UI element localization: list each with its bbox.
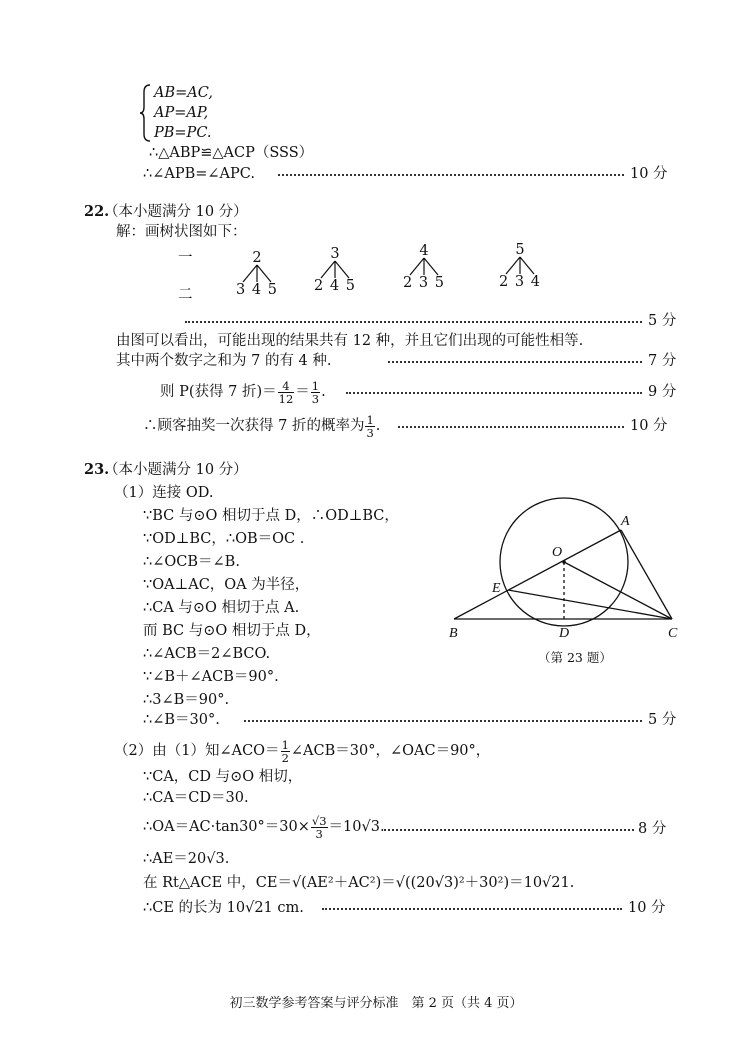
- part2-text: ∴OA＝AC·tan30°＝30×: [143, 819, 310, 835]
- score-label: 10 分: [630, 418, 668, 434]
- question-22-intro: 解：画树状图如下：: [116, 224, 247, 240]
- q23-part1-line: ∴3∠B＝90°.: [143, 692, 230, 708]
- score-label: 10 分: [628, 900, 666, 916]
- period: .: [375, 418, 381, 434]
- tree-diagram-2: [312, 246, 358, 298]
- q23-part2-line-6: 在 Rt△ACE 中，CE＝√(AE²＋AC²)＝√((20√3)²＋30²)＝10√21.: [143, 875, 575, 891]
- point-o: [562, 560, 566, 564]
- system-brace: [140, 84, 152, 142]
- denominator: 12: [278, 391, 294, 406]
- tree-diagram-1: [234, 250, 280, 302]
- tree-diagram-3: [401, 243, 447, 295]
- q23-part1-line: ∵OA⊥AC，OA 为半径，: [143, 577, 310, 593]
- fraction-1-2: [281, 739, 290, 764]
- q23-part1-line: ∵BC 与⊙O 相切于点 D，∴OD⊥BC，: [143, 508, 399, 524]
- dot-leader: [346, 392, 642, 394]
- numerator: 1: [311, 378, 320, 393]
- question-23-header: （本小题满分 10 分）: [104, 462, 248, 478]
- question-22-header: （本小题满分 10 分）: [104, 204, 248, 220]
- part2-text: ＝10√3.: [328, 819, 385, 835]
- tree-root: 3: [330, 246, 340, 262]
- q23-part2-line-2: ∵CA，CD 与⊙O 相切，: [143, 769, 303, 785]
- dot-leader: [388, 361, 642, 363]
- dot-leader: [278, 174, 624, 176]
- denominator: 3: [315, 826, 323, 841]
- q22-conclusion-line: [143, 412, 380, 440]
- q23-part2-line-1: [114, 736, 490, 766]
- dot-leader: [185, 321, 642, 323]
- tree-children: 3 4 5: [236, 282, 278, 298]
- q23-part2-line-4: [143, 812, 385, 842]
- dot-leader: [398, 426, 624, 428]
- numerator: 1: [281, 737, 289, 752]
- fraction-sqrt3-3: [311, 815, 328, 840]
- page-footer: 初三数学参考答案与评分标准 第 2 页（共 4 页）: [229, 996, 523, 1011]
- tree-root: 2: [252, 250, 262, 266]
- proof-line-4: ∴△ABP≌△ACP（SSS）: [149, 145, 314, 161]
- dot-leader: [384, 829, 634, 831]
- fraction-1-3: [311, 380, 320, 405]
- q23-part1-line: ∵∠B＋∠ACB＝90°.: [143, 669, 279, 685]
- q22-line-2: 其中两个数字之和为 7 的有 4 种.: [116, 353, 332, 369]
- point-label-c: C: [668, 626, 678, 641]
- tree-row-label-first: 一: [178, 250, 193, 266]
- score-label: 9 分: [648, 384, 677, 400]
- tree-root: 5: [515, 242, 525, 258]
- conclusion-text: ∴顾客抽奖一次获得 7 折的概率为: [143, 418, 365, 434]
- q23-part1-line: （1）连接 OD.: [114, 485, 214, 501]
- dot-leader: [322, 908, 622, 910]
- probability-text: 则 P(获得 7 折)＝: [160, 384, 277, 400]
- numerator: 4: [278, 380, 295, 393]
- dot-leader: [244, 720, 642, 722]
- fraction-1-3: [365, 414, 374, 439]
- tree-children: 2 3 5: [403, 275, 445, 291]
- segment-ec: [508, 590, 672, 619]
- q23-part1-line: ∵OD⊥BC，∴OB＝OC .: [143, 531, 305, 547]
- tree-row-label-second: 二: [178, 287, 193, 303]
- point-label-b: B: [449, 626, 458, 641]
- point-label-e: E: [492, 581, 501, 596]
- question-22-number: 22.: [84, 203, 110, 220]
- tree-root: 4: [419, 243, 429, 259]
- q22-line-1: 由图可以看出，可能出现的结果共有 12 种，并且它们出现的可能性相等.: [116, 333, 584, 349]
- figure-caption: （第 23 题）: [538, 650, 612, 665]
- q23-part2-line-3: ∴CA＝CD＝30.: [143, 790, 249, 806]
- point-label-d: D: [559, 626, 570, 641]
- q23-part1-line: ∴CA 与⊙O 相切于点 A.: [143, 600, 300, 616]
- part2-text: ∠ACB＝30°，∠OAC＝90°，: [290, 743, 491, 759]
- q23-part1-line: ∴∠OCB＝∠B.: [143, 554, 240, 570]
- proof-line-3: PB=PC.: [154, 125, 212, 141]
- period: .: [321, 384, 326, 400]
- score-label: 5 分: [648, 313, 677, 329]
- q23-part2-line-7: ∴CE 的长为 10√21 cm.: [143, 900, 304, 916]
- tree-children: 2 4 5: [314, 278, 356, 294]
- q23-part1-line: 而 BC 与⊙O 相切于点 D，: [143, 623, 321, 639]
- score-label: 10 分: [630, 166, 668, 182]
- proof-line-2: AP=AP,: [154, 105, 209, 121]
- q22-probability-line: [160, 378, 326, 406]
- equals-sign: ＝: [295, 384, 310, 400]
- denominator: 3: [311, 391, 320, 406]
- proof-line-1: AB=AC,: [154, 85, 213, 101]
- q23-part2-line-5: ∴AE＝20√3.: [143, 851, 230, 867]
- point-label-a: A: [621, 514, 630, 529]
- denominator: 3: [366, 425, 374, 440]
- score-label: 8 分: [638, 821, 667, 837]
- numerator: √3: [311, 813, 327, 828]
- part2-text: （2）由（1）知∠ACO＝: [114, 743, 280, 759]
- geometry-figure: [440, 488, 690, 668]
- tree-children: 2 3 4: [499, 274, 541, 290]
- q23-part1-line: ∴∠B＝30°.: [143, 712, 220, 728]
- numerator: 1: [366, 412, 374, 427]
- fraction-4-12: [278, 380, 295, 405]
- question-23-number: 23.: [84, 461, 110, 478]
- score-label: 5 分: [648, 712, 677, 728]
- point-label-o: O: [552, 545, 563, 560]
- q23-part1-line: ∴∠ACB＝2∠BCO.: [143, 646, 271, 662]
- tree-diagram-4: [497, 242, 543, 294]
- proof-line-5: ∴∠APB=∠APC.: [143, 166, 255, 182]
- denominator: 2: [281, 750, 289, 765]
- score-label: 7 分: [648, 353, 677, 369]
